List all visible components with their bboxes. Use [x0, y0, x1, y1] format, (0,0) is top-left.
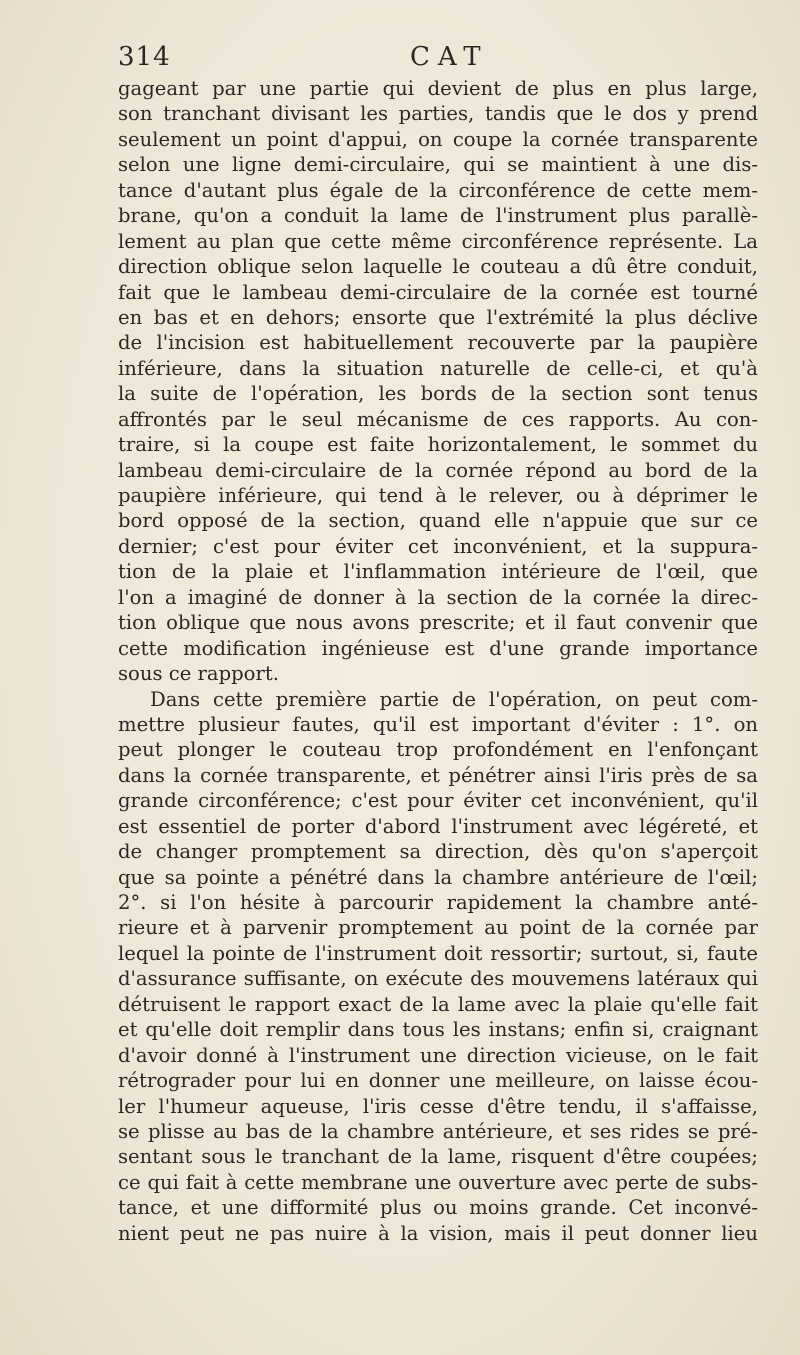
text-line: ce qui fait à cette membrane une ouverture avec perte de subs-	[118, 1170, 758, 1194]
text-line: tion oblique que nous avons prescrite; et il faut convenir que	[118, 611, 758, 635]
text-line: inférieure, dans la situation naturelle de celle-ci, et qu'à	[118, 356, 758, 380]
text-line: fait que le lambeau demi-circulaire de la cornée est tourné	[118, 280, 758, 304]
text-line: paupière inférieure, qui tend à le relever, ou à déprimer le	[118, 484, 758, 507]
text-line: dernier; c'est pour éviter cet inconvénient, et la suppura-	[118, 534, 758, 558]
text-line: sous ce rapport.	[118, 662, 279, 686]
paragraph	[118, 76, 758, 687]
text-line: l'on a imaginé de donner à la section de la cornée la direc-	[118, 585, 758, 609]
text-line: la suite de l'opération, les bords de la section sont tenus	[118, 382, 758, 406]
text-line: et qu'elle doit remplir dans tous les instans; enfin si, craignant	[118, 1018, 758, 1042]
text-line: dans la cornée transparente, et pénétrer ainsi l'iris près de sa	[118, 763, 758, 787]
text-line: bord opposé de la section, quand elle n'appuie que sur ce	[118, 509, 758, 533]
running-title: CAT	[410, 42, 489, 72]
text-line: seulement un point d'appui, on coupe la cornée transparente	[118, 127, 758, 151]
text-line: mettre plusieur fautes, qu'il est important d'éviter : 1°. on	[118, 712, 758, 736]
text-line: gageant par une partie qui devient de plus en plus large,	[118, 77, 758, 100]
text-line: lement au plan que cette même circonférence représente. La	[118, 229, 758, 253]
running-head	[118, 42, 758, 76]
text-line: de changer promptement sa direction, dès qu'on s'aperçoit	[118, 840, 758, 864]
text-line: de l'incision est habituellement recouverte par la paupière	[118, 331, 758, 355]
page-number: 314	[118, 42, 171, 72]
text-line: que sa pointe a pénétré dans la chambre antérieure de l'œil;	[118, 865, 758, 889]
text-line: cette modification ingénieuse est d'une grande importance	[118, 636, 758, 660]
text-line: d'avoir donné à l'instrument une direction vicieuse, on le fait	[118, 1043, 758, 1067]
text-line: rieure et à parvenir promptement au point de la cornée par	[118, 916, 758, 940]
text-line: sentant sous le tranchant de la lame, risquent d'être coupées;	[118, 1145, 758, 1169]
text-line: Dans cette première partie de l'opération, on peut com-	[150, 687, 758, 711]
text-line: tance d'autant plus égale de la circonférence de cette mem-	[118, 178, 758, 202]
text-line: nient peut ne pas nuire à la vision, mais il peut donner lieu	[118, 1221, 758, 1245]
text-line: brane, qu'on a conduit la lame de l'instrument plus parallè-	[118, 204, 758, 228]
paragraph	[118, 687, 758, 1247]
text-line: traire, si la coupe est faite horizontalement, le sommet du	[118, 433, 758, 457]
text-line: ler l'humeur aqueuse, l'iris cesse d'être tendu, il s'affaisse,	[118, 1094, 758, 1118]
text-line: lambeau demi-circulaire de la cornée répond au bord de la	[118, 458, 758, 482]
text-line: rétrograder pour lui en donner une meilleure, on laisse écou-	[118, 1069, 758, 1093]
text-line: est essentiel de porter d'abord l'instrument avec légéreté, et	[118, 814, 758, 838]
text-line: lequel la pointe de l'instrument doit ressortir; surtout, si, faute	[118, 941, 758, 965]
text-line: affrontés par le seul mécanisme de ces rapports. Au con-	[118, 407, 758, 431]
text-line: détruisent le rapport exact de la lame avec la plaie qu'elle fait	[118, 992, 758, 1016]
body-text	[118, 76, 758, 1246]
text-line: direction oblique selon laquelle le couteau a dû être conduit,	[118, 255, 758, 279]
text-line: selon une ligne demi-circulaire, qui se maintient à une dis-	[118, 153, 758, 177]
text-line: 2°. si l'on hésite à parcourir rapidement la chambre anté-	[118, 891, 758, 914]
text-line: son tranchant divisant les parties, tandis que le dos y prend	[118, 102, 758, 126]
text-line: tion de la plaie et l'inflammation intérieure de l'œil, que	[118, 560, 758, 584]
text-line: d'assurance suffisante, on exécute des mouvemens latéraux qui	[118, 967, 758, 991]
text-line: en bas et en dehors; ensorte que l'extrémité la plus déclive	[118, 305, 758, 329]
text-line: se plisse au bas de la chambre antérieure, et ses rides se pré-	[118, 1119, 758, 1143]
text-line: tance, et une difformité plus ou moins grande. Cet inconvé-	[118, 1196, 758, 1220]
text-line: grande circonférence; c'est pour éviter cet inconvénient, qu'il	[118, 789, 758, 813]
text-line: peut plonger le couteau trop profondément en l'enfonçant	[118, 738, 758, 762]
